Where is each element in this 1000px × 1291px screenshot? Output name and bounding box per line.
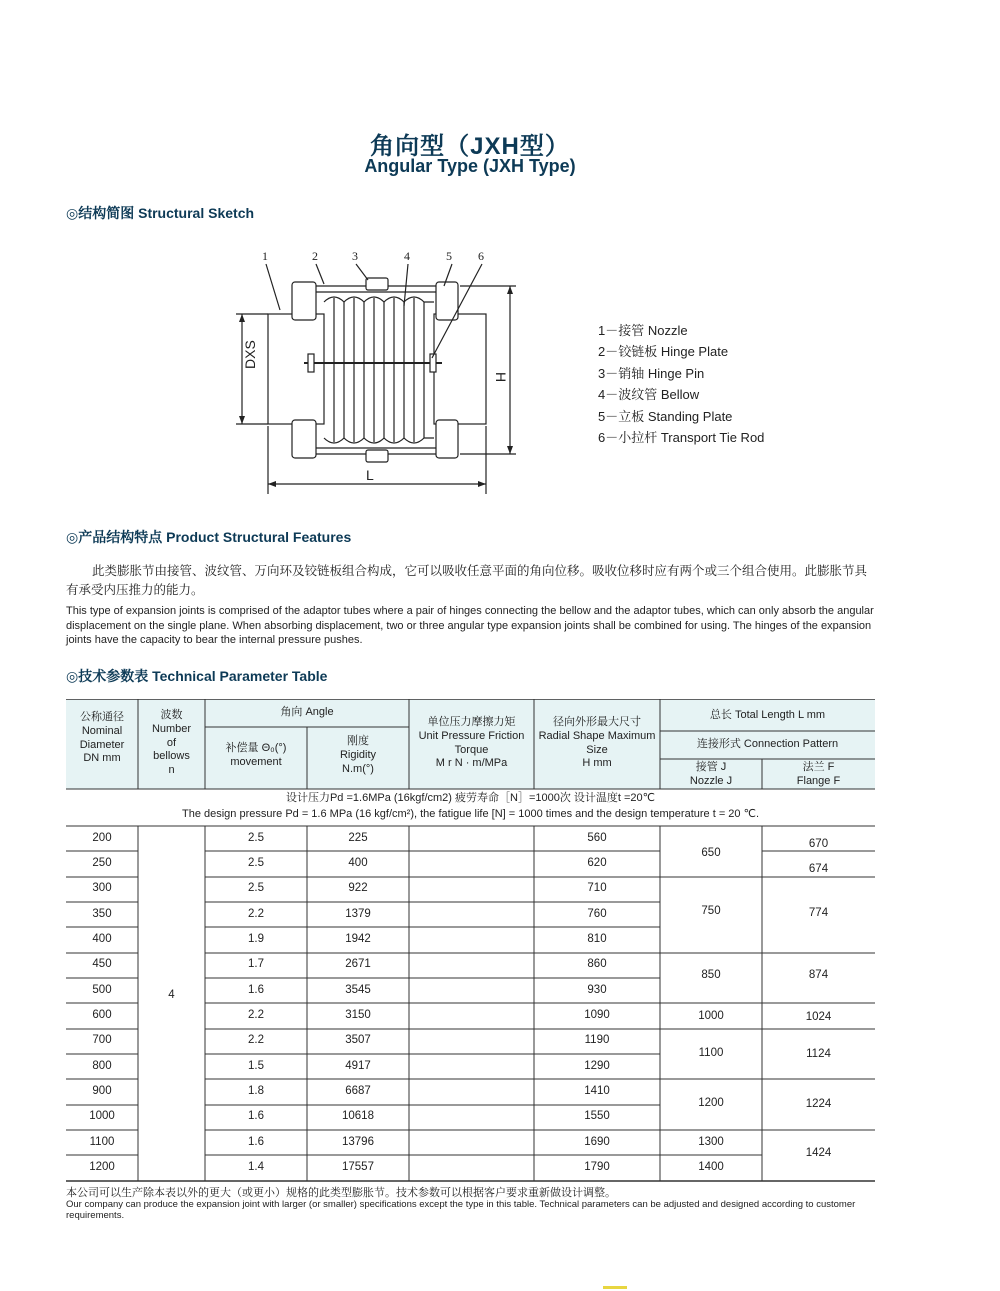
header-movement: 补偿量 Θ₀(°) movement <box>225 742 287 768</box>
table-cell-rig: 922 <box>348 882 368 894</box>
table-cell-rig: 3507 <box>345 1034 371 1046</box>
header-rigidity: 刚度 Rigidity N.m(°) <box>339 735 377 775</box>
features-text-en: This type of expansion joints is comprised of the adaptor tubes where a pair of hinges connecting the bellow and the adaptor tubes, which can only absorb the angular displacement on the single plane. When absorbing displacement, two or three angular type expansion joints shall be combined for using. The hinges of the expansion joints have the capacity to bear the internal pressure pushes. <box>66 605 874 647</box>
section-title-features: ◎产品结构特点 Product Structural Features <box>66 529 352 545</box>
table-cell-mv: 2.2 <box>248 908 264 920</box>
table-cell-mv: 1.4 <box>248 1161 264 1173</box>
bellow-top-edge <box>324 297 434 302</box>
header-bellows: 波数 Number of bellows n <box>151 709 192 777</box>
table-cell-mv: 2.2 <box>248 1009 264 1021</box>
sketch-dim-dxs: DXS <box>242 340 258 369</box>
features-text-cn: 此类膨胀节由接管、波纹管、万向环及铰链板组合构成，它可以吸收任意平面的角向位移。吸收位移时应有两个或三个组合使用。此膨胀节具有承受内压推力的能力。 <box>66 564 868 597</box>
flange-length: 874 <box>808 969 829 981</box>
table-cell-dn: 350 <box>92 908 112 920</box>
flange-length: 1424 <box>805 1147 832 1159</box>
table-cell-rig: 6687 <box>345 1085 371 1097</box>
table-cell-h: 1790 <box>584 1161 610 1173</box>
table-cell-dn: 400 <box>92 933 112 945</box>
hinge-pin-top <box>366 278 388 290</box>
table-cell-dn: 800 <box>92 1060 112 1072</box>
table-cell-dn: 200 <box>92 832 112 844</box>
table-cell-rig: 225 <box>348 832 368 844</box>
nozzle-left <box>268 314 324 424</box>
hinge-pin-bottom <box>366 450 388 462</box>
table-cell-rig: 3545 <box>345 984 371 996</box>
header-radial: 径向外形最大尺寸 Radial Shape Maximum Size H mm <box>538 716 656 770</box>
flange-length: 1024 <box>805 1011 832 1023</box>
nozzle-length: 1300 <box>698 1136 724 1148</box>
footer-note-cn: 本公司可以生产除本表以外的更大（或更小）规格的此类型膨胀节。技术参数可以根据客户要求重新做设计调整。 <box>66 1187 616 1199</box>
table-cell-dn: 700 <box>92 1034 112 1046</box>
design-conditions-cn: 设计压力Pd =1.6MPa (16kgf/cm2) 疲劳寿命［N］=1000次 设计温度t =20℃ <box>285 792 656 804</box>
table-cell-dn: 900 <box>92 1085 112 1097</box>
flange-length: 1224 <box>805 1098 832 1110</box>
sketch-dim-l: L <box>366 467 374 483</box>
table-cell-h: 810 <box>587 933 607 945</box>
table-cell-dn: 450 <box>92 958 112 970</box>
nozzle-length: 1400 <box>698 1161 724 1173</box>
table-cell-mv: 1.6 <box>248 984 264 996</box>
table-cell-rig: 1942 <box>345 933 371 945</box>
table-cell-mv: 2.5 <box>248 857 264 869</box>
table-cell-rig: 13796 <box>342 1136 374 1148</box>
legend-item: 2－铰链板 Hinge Plate <box>598 344 729 360</box>
table-cell-mv: 1.9 <box>248 933 264 945</box>
table-cell-dn: 1200 <box>89 1161 115 1173</box>
table-cell-mv: 2.5 <box>248 832 264 844</box>
header-flange: 法兰 F Flange F <box>796 761 841 787</box>
bellows-count: 4 <box>168 989 175 1001</box>
sketch-label-2: 2 <box>312 249 318 263</box>
nozzle-length: 1000 <box>698 1010 724 1022</box>
table-cell-h: 930 <box>587 984 607 996</box>
table-cell-dn: 300 <box>92 882 112 894</box>
nozzle-length: 850 <box>701 969 721 981</box>
sketch-label-4: 4 <box>404 249 410 263</box>
table-cell-rig: 2671 <box>345 958 371 970</box>
bellow-bottom-edge <box>324 438 434 443</box>
table-cell-h: 1410 <box>584 1085 610 1097</box>
table-cell-mv: 1.5 <box>248 1060 264 1072</box>
table-cell-h: 710 <box>587 882 607 894</box>
section-title-params: ◎技术参数表 Technical Parameter Table <box>66 668 328 684</box>
legend-item: 4－波纹管 Bellow <box>598 387 700 403</box>
table-cell-h: 1290 <box>584 1060 610 1072</box>
table-cell-dn: 500 <box>92 984 112 996</box>
sketch-label-6: 6 <box>478 249 484 263</box>
table-cell-rig: 1379 <box>345 908 371 920</box>
standing-plate-bottom-right <box>436 420 458 458</box>
table-cell-h: 620 <box>587 857 607 869</box>
header-total-length: 总长 Total Length L mm <box>709 709 826 721</box>
table-cell-h: 760 <box>587 908 607 920</box>
table-cell-mv: 1.7 <box>248 958 264 970</box>
nozzle-length: 750 <box>701 905 721 917</box>
table-cell-mv: 2.5 <box>248 882 264 894</box>
section-title-sketch: ◎结构简图 Structural Sketch <box>66 205 255 221</box>
table-cell-h: 1550 <box>584 1110 610 1122</box>
design-conditions-en: The design pressure Pd = 1.6 MPa (16 kgf/cm²), the fatigue life [N] = 1000 times and the design temperature t = 20 ℃. <box>181 808 760 820</box>
nozzle-right <box>434 314 486 424</box>
nozzle-length: 1100 <box>698 1047 724 1059</box>
table-cell-h: 1190 <box>584 1034 610 1046</box>
table-cell-h: 560 <box>587 832 607 844</box>
standing-plate-top-left <box>292 282 316 320</box>
page-title-en: Angular Type (JXH Type) <box>364 156 576 176</box>
flange-length: 1124 <box>806 1048 831 1060</box>
table-cell-rig: 4917 <box>345 1060 371 1072</box>
table-cell-dn: 1100 <box>89 1136 115 1148</box>
table-cell-h: 1090 <box>584 1009 610 1021</box>
header-connection: 连接形式 Connection Pattern <box>696 738 839 750</box>
header-angle: 角向 Angle <box>280 706 334 718</box>
sketch-dim-h: H <box>493 372 509 383</box>
page-marker <box>603 1286 627 1289</box>
page-title-cn: 角向型（JXH型） <box>370 133 570 160</box>
parameter-table <box>66 699 875 1182</box>
table-cell-mv: 1.6 <box>248 1136 264 1148</box>
sketch-legend <box>598 320 764 448</box>
nozzle-length: 1200 <box>698 1097 724 1109</box>
table-cell-rig: 3150 <box>345 1009 371 1021</box>
table-cell-h: 860 <box>587 958 607 970</box>
legend-item: 1－接管 Nozzle <box>598 323 688 338</box>
table-cell-dn: 1000 <box>89 1110 115 1122</box>
flange-length: 670 <box>808 838 829 850</box>
table-cell-dn: 600 <box>92 1009 112 1021</box>
header-nozzle: 接管 J Nozzle J <box>689 761 733 787</box>
table-cell-rig: 17557 <box>342 1161 374 1173</box>
header-dn: 公称通径 Nominal Diameter DN mm <box>79 711 125 765</box>
legend-item: 3－销轴 Hinge Pin <box>598 365 705 381</box>
table-cell-h: 1690 <box>584 1136 610 1148</box>
sketch-label-1: 1 <box>262 249 268 263</box>
table-cell-rig: 10618 <box>342 1110 374 1122</box>
table-cell-mv: 1.6 <box>248 1110 264 1122</box>
flange-length: 674 <box>808 863 829 875</box>
table-cell-rig: 400 <box>348 857 368 869</box>
legend-item: 6－小拉杆 Transport Tie Rod <box>598 430 765 446</box>
flange-length: 774 <box>808 907 829 919</box>
table-cell-mv: 2.2 <box>248 1034 264 1046</box>
table-cell-dn: 250 <box>92 857 112 869</box>
footer-note-en: Our company can produce the expansion joint with larger (or smaller) specifications except the type in this table. Technical parameters can be adjusted and designed according to customer requirements. <box>66 1199 856 1221</box>
nozzle-length: 650 <box>701 847 721 859</box>
table-cell-mv: 1.8 <box>248 1085 264 1097</box>
legend-item: 5－立板 Standing Plate <box>598 408 733 424</box>
sketch-label-5: 5 <box>446 249 452 263</box>
structural-sketch <box>216 246 536 502</box>
sketch-label-3: 3 <box>352 249 358 263</box>
standing-plate-bottom-left <box>292 420 316 458</box>
header-torque: 单位压力摩擦力矩 Unit Pressure Friction Torque M r N · m/MPa <box>418 716 525 770</box>
